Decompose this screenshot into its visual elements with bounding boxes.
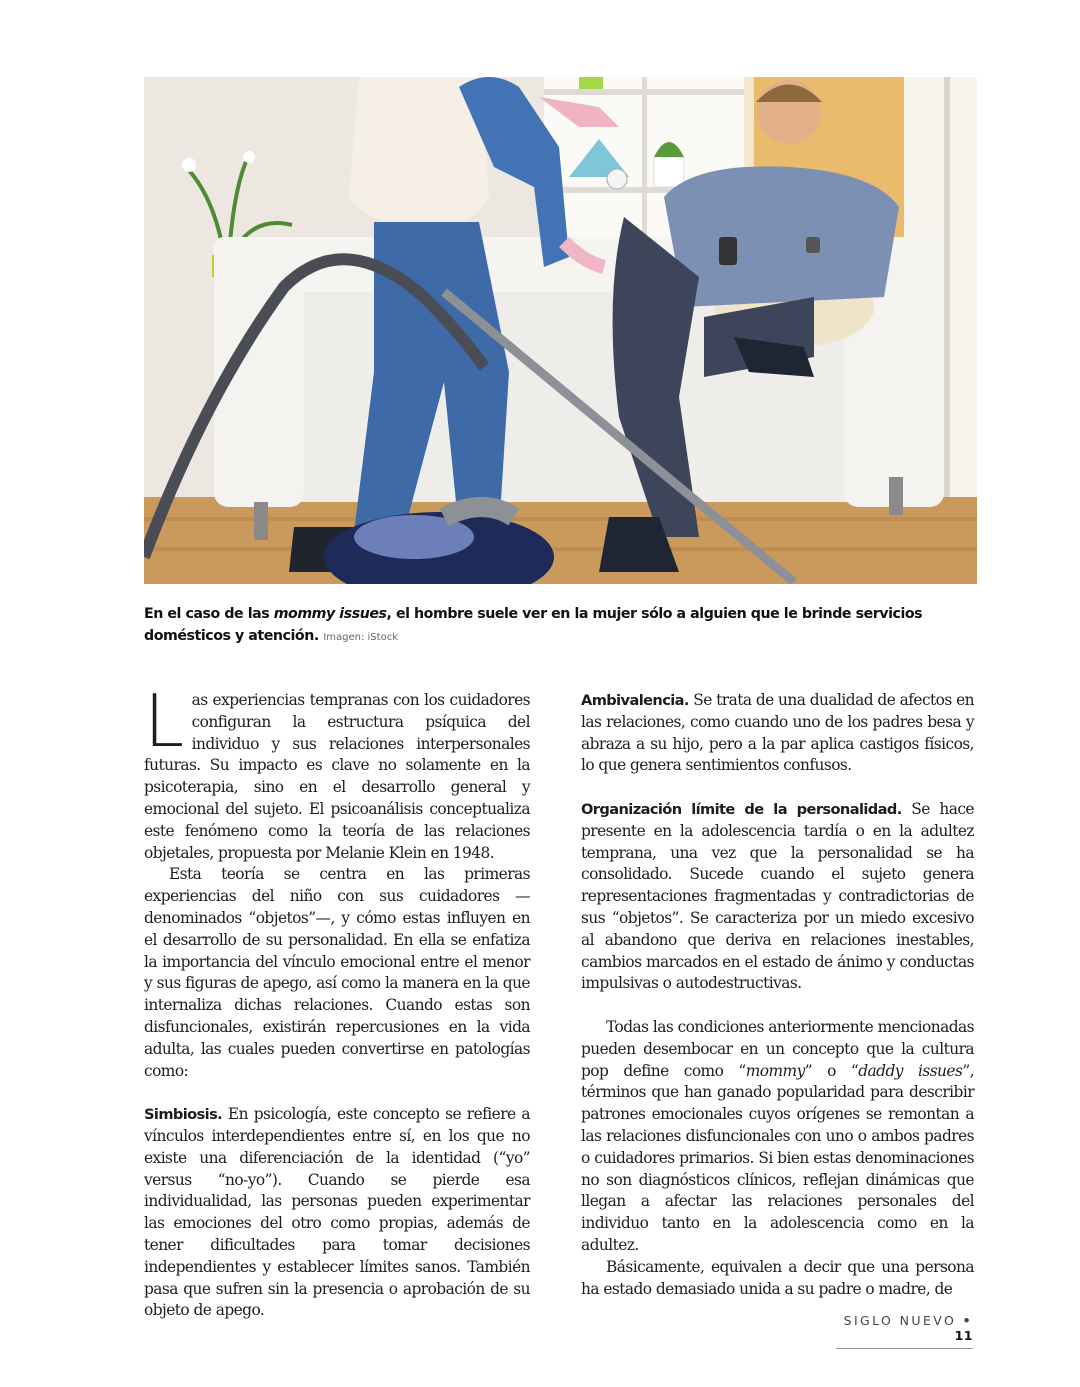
footer-separator: •: [962, 1313, 973, 1328]
article-photo: [144, 77, 977, 584]
page-number: 11: [954, 1328, 973, 1343]
limite-paragraph: [581, 799, 974, 995]
issues-text-c: ”, términos que han ganado popularidad para describir patrones emocionales cuyos orígenes se remontan a las relaciones disfuncionales con uno o ambos padres o cuidadores primarios. Si bien estas denominaciones no son diagnósticos clínicos, reflejan dinámicas que llegan a afectar las relaciones personales del individuo tanto en la adolescencia como en la adultez.: [581, 1061, 974, 1254]
magazine-name: SIGLO NUEVO: [843, 1313, 957, 1328]
basicamente-paragraph: Básicamente, equivalen a decir que una persona ha estado demasiado unida a su padre o madre, de: [581, 1257, 974, 1298]
ambivalencia-paragraph: [581, 690, 974, 777]
intro-paragraph: [144, 679, 530, 864]
simbiosis-paragraph: [144, 1104, 530, 1322]
family-living-room-illustration: [144, 77, 977, 584]
caption-italic-term: mommy issues: [273, 606, 387, 622]
limite-term: Organización límite de la personalidad.: [581, 800, 902, 818]
intro-text: as experiencias tempranas con los cuidadores configuran la estructura psíquica del individuo y sus relaciones interpersonales futuras. Su impacto es clave no solamente en la psicoterapia, sino en el desarrollo general y emocional del sujeto. El psicoanálisis conceptualiza este fenómeno como la teoría de las relaciones objetales, propuesta por Melanie Klein en 1948.: [144, 691, 530, 862]
drop-cap: L: [144, 679, 184, 763]
issues-text-a: Todas las condiciones anteriormente mencionadas pueden desembocar en un concepto que la cultura pop define como “: [581, 1017, 974, 1080]
article-column-left: [144, 679, 530, 1322]
photo-caption: [144, 603, 980, 649]
article-column-right: [581, 690, 974, 1300]
simbiosis-text: En psicología, este concepto se refiere a vínculos interdependientes entre sí, en los que no existe una diferenciación de la identidad (“yo” versus “no-yo”). Cuando se pierde esa individualidad, las personas pueden experimentar las emociones del otro como propias, además de tener dificultades para tomar decisiones independientes y establecer límites sanos. También pasa que sufren sin la presencia o aprobación de su objeto de apego.: [144, 1105, 530, 1320]
ambivalencia-text: Se trata de una dualidad de afectos en las relaciones, como cuando uno de los padres besa y abraza a su hijo, pero a la par aplica castigos físicos, lo que genera sentimientos confusos.: [581, 691, 974, 775]
photo-credit: Imagen: iStock: [323, 632, 398, 643]
ambivalencia-term: Ambivalencia.: [581, 692, 689, 709]
page-footer: [836, 1313, 973, 1349]
issues-paragraph: [581, 1017, 974, 1257]
mommy-term: mommy: [745, 1061, 805, 1080]
issues-text-b: ” o “: [804, 1061, 859, 1080]
daddy-issues-term: daddy issues: [858, 1061, 963, 1080]
simbiosis-term: Simbiosis.: [144, 1106, 223, 1124]
caption-text-start: En el caso de las: [144, 606, 274, 622]
limite-text: Se hace presente en la adolescencia tardía o en la adultez temprana, una vez que la personalidad se ha consolidado. Sucede cuando el sujeto genera representaciones fragmentadas y contradictorias de sus “objetos”. Se caracteriza por un miedo excesivo al abandono que deriva en relaciones inestables, cambios marcados en el estado de ánimo y conductas impulsivas o autodestructivas.: [581, 799, 974, 993]
caption-text-end: , el hombre suele ver en la mujer sólo a alguien que le brinde servicios domésticos y atención.: [144, 606, 923, 644]
theory-paragraph: Esta teoría se centra en las primeras experiencias del niño con sus cuidadores —denominados “objetos”—, y cómo estas influyen en el desarrollo de su personalidad. En ella se enfatiza la importancia del vínculo emocional entre el menor y sus figuras de apego, así como la manera en la que internaliza dichas relaciones. Cuando estas son disfuncionales, existirán repercusiones en la vida adulta, las cuales pueden convertirse en patologías como:: [144, 865, 530, 1080]
